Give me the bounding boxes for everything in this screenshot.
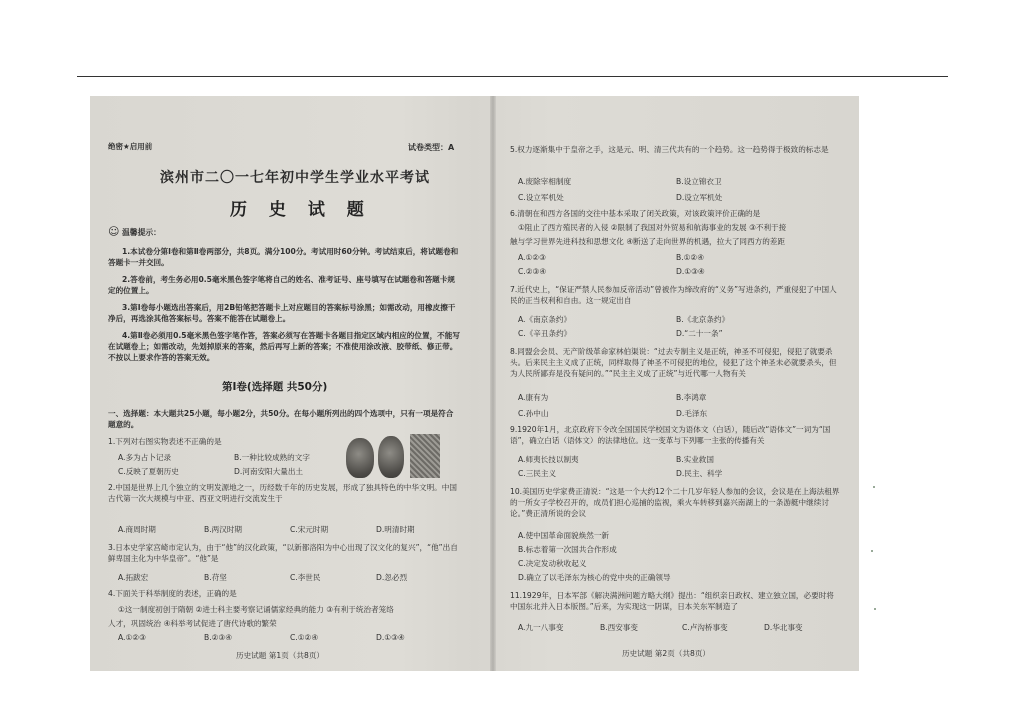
notice-3: 3.第Ⅰ卷每小题选出答案后，用2B铅笔把答题卡上对应题目的答案标号涂黑；如需改动，用橡皮擦干净后，再选涂其他答案标号。答案不能答在试题卷上。 [108,303,456,323]
q7-option-a: A.《南京条约》 [518,315,572,324]
q2-option-b: B.两汉时期 [204,525,242,534]
q6-option-c: C.②③④ [518,267,547,276]
q11-stem: 11.1929年，日本军部《解决满洲问题方略大纲》提出：“组织亲日政权、建立独立国，必要时将中国东北并入日本版图。”后来，为实现这一阴谋，日本关东军制造了 [510,591,834,611]
q2-option-c: C.宋元时期 [290,525,329,534]
oracle-bone-image-1 [346,438,374,478]
q7-option-b: B.《北京条约》 [676,315,730,324]
q3-option-d: D.忽必烈 [376,573,408,582]
q5-option-d: D.设立军机处 [676,193,723,202]
q4-option-d: D.①③④ [376,633,405,642]
q10-option-b: B.标志着第一次国共合作形成 [518,545,617,554]
q4-line-2: 人才，巩固统治 ④科举考试促进了唐代诗歌的繁荣 [108,619,277,628]
q11-option-a: A.九一八事变 [518,623,564,632]
q10-option-c: C.决定发动秋收起义 [518,559,587,568]
q6-stem: 6.清朝在和西方各国的交往中基本采取了闭关政策，对该政策评价正确的是 [510,209,761,218]
q7-stem: 7.近代史上，“保证严禁人民参加反帝活动”曾被作为缔改府的“义务”写进条约，严重侵犯了中国人民的正当权利和自由。这一规定出自 [510,285,837,305]
secret-mark: 绝密★启用前 [108,142,153,151]
q1-option-b: B.一种比较成熟的文字 [234,453,310,462]
q10-option-a: A.使中国革命面貌焕然一新 [518,531,610,540]
q11-option-d: D.华北事变 [764,623,803,632]
top-rule [77,76,948,77]
q9-stem: 9.1920年1月，北京政府下令改全国国民学校国文为语体文（白话），随后改“语体文”一词为“国语”，确立白话（语体文）的法律地位。这一变革与下列哪一主张的传播有关 [510,425,831,445]
q1-stem: 1.下列对右图实物表述不正确的是 [108,437,222,446]
q1-option-d: D.河南安阳大量出土 [234,467,304,476]
q9-option-d: D.民主、科学 [676,469,723,478]
q8-option-c: C.孙中山 [518,409,549,418]
q9-option-c: C.三民主义 [518,469,557,478]
notice-1: 1.本试卷分第Ⅰ卷和第Ⅱ卷两部分，共8页。满分100分。考试用时60分钟。考试结束后，将试题卷和答题卡一并交回。 [108,247,459,267]
section-intro: 一、选择题：本大题共25小题，每小题2分，共50分。在每小题所列出的四个选项中，只有一项是符合题意的。 [108,409,454,429]
page-fold [490,96,496,671]
paper-type: 试卷类型：A [408,143,455,152]
notice-2: 2.答卷前，考生务必用0.5毫米黑色签字笔将自己的姓名、准考证号、座号填写在试题卷和答题卡规定的位置上。 [108,275,455,295]
q2-stem: 2.中国是世界上几个独立的文明发源地之一，历经数千年的历史发展，形成了独具特色的中华文明。中国古代第一次大规模与中亚、西亚文明进行交流发生于 [108,483,457,503]
notice-4: 4.第Ⅱ卷必须用0.5毫米黑色签字笔作答，答案必须写在答题卡各题目指定区域内相应的位置，不能写在试题卷上；如需改动，先划掉原来的答案，然后再写上新的答案；不准使用涂改液、胶带纸、修正带。不按以上要求作答的答案无效。 [108,331,460,362]
q8-stem: 8.同盟会会员、无产阶级革命家林伯渠说：“过去专制主义是正统，神圣不可侵犯，侵犯了就要杀头。后来民主主义成了正统，同样取得了神圣不可侵犯的地位，侵犯了这个神圣未必就要杀头，但为人民所鄙弃是没有疑问的。”“民主主义成了正统”与近代哪一人物有关 [510,347,837,378]
q5-option-c: C.设立军机处 [518,193,564,202]
q5-stem: 5.权力逐渐集中于皇帝之手，这是元、明、清三代共有的一个趋势。这一趋势得于极致的标志是 [510,145,829,154]
q7-option-c: C.《辛丑条约》 [518,329,572,338]
q10-stem: 10.美国历史学家费正清说：“这是一个大约12个二十几岁年轻人参加的会议，会议是在上海法租界的一所女子学校召开的，成员们担心巡捕的监视，乘火车转移到嘉兴南湖上的一条游艇中继续讨论。”费正清所说的会议 [510,487,840,518]
q8-option-b: B.李鸿章 [676,393,707,402]
subject-title: 历 史 试 题 [230,200,372,220]
q2-option-a: A.商周时期 [118,525,156,534]
q3-option-c: C.李世民 [290,573,321,582]
q6-option-b: B.①②④ [676,253,705,262]
q8-option-d: D.毛泽东 [676,409,708,418]
scan-speck [871,550,873,552]
q6-line-2: 触与学习世界先进科技和思想文化 ④断送了走向世界的机遇，拉大了同西方的差距 [510,237,785,246]
q11-option-b: B.西安事变 [600,623,638,632]
right-page-footer: 历史试题 第2页（共8页） [622,649,711,658]
q7-option-d: D.“二十一条” [676,329,723,338]
exam-title: 滨州市二〇一七年初中学生学业水平考试 [160,170,430,186]
q11-option-c: C.卢沟桥事变 [682,623,728,632]
q4-line-1: ①这一制度初创于隋朝 ②进士科主要考察记诵儒家经典的能力 ③有利于统治者笼络 [118,605,394,614]
q3-option-b: B.苻坚 [204,573,227,582]
q9-option-a: A.师夷长技以制夷 [518,455,579,464]
q1-option-a: A.多为占卜记录 [118,453,172,462]
q4-option-a: A.①②③ [118,633,146,642]
q6-option-a: A.①②③ [518,253,546,262]
q10-option-d: D.确立了以毛泽东为核心的党中央的正确领导 [518,573,671,582]
q2-option-d: D.明清时期 [376,525,415,534]
q6-line-1: ①阻止了西方殖民者的入侵 ②限制了我国对外贸易和航海事业的发展 ③不利于接 [518,223,787,232]
q9-option-b: B.实业救国 [676,455,714,464]
q4-stem: 4.下面关于科举制度的表述，正确的是 [108,589,237,598]
scan-speck [874,608,876,610]
scan-speck [873,486,875,488]
q8-option-a: A.康有为 [518,393,549,402]
section-title: 第Ⅰ卷(选择题 共50分) [222,381,328,393]
q3-option-a: A.拓跋宏 [118,573,149,582]
q6-option-d: D.①③④ [676,267,705,276]
q4-option-b: B.②③④ [204,633,233,642]
q1-option-c: C.反映了夏朝历史 [118,467,179,476]
smiley-icon: ☺ [108,225,120,238]
q4-option-c: C.①②④ [290,633,319,642]
q5-option-b: B.设立锦衣卫 [676,177,722,186]
right-page [510,96,842,671]
oracle-bone-image-2 [378,436,404,478]
left-page [104,96,482,671]
inscription-rubbing-image [410,434,440,478]
q5-option-a: A.废除宰相制度 [518,177,572,186]
left-page-footer: 历史试题 第1页（共8页） [236,651,325,660]
notice-label: 温馨提示： [122,228,161,237]
exam-paper-photo [90,96,859,671]
q3-stem: 3.日本史学家宫崎市定认为，由于“他”的汉化政策，“以新都洛阳为中心出现了汉文化的复兴”，“他”出自鲜卑国主化为中华皇帝”。“他”是 [108,543,458,563]
